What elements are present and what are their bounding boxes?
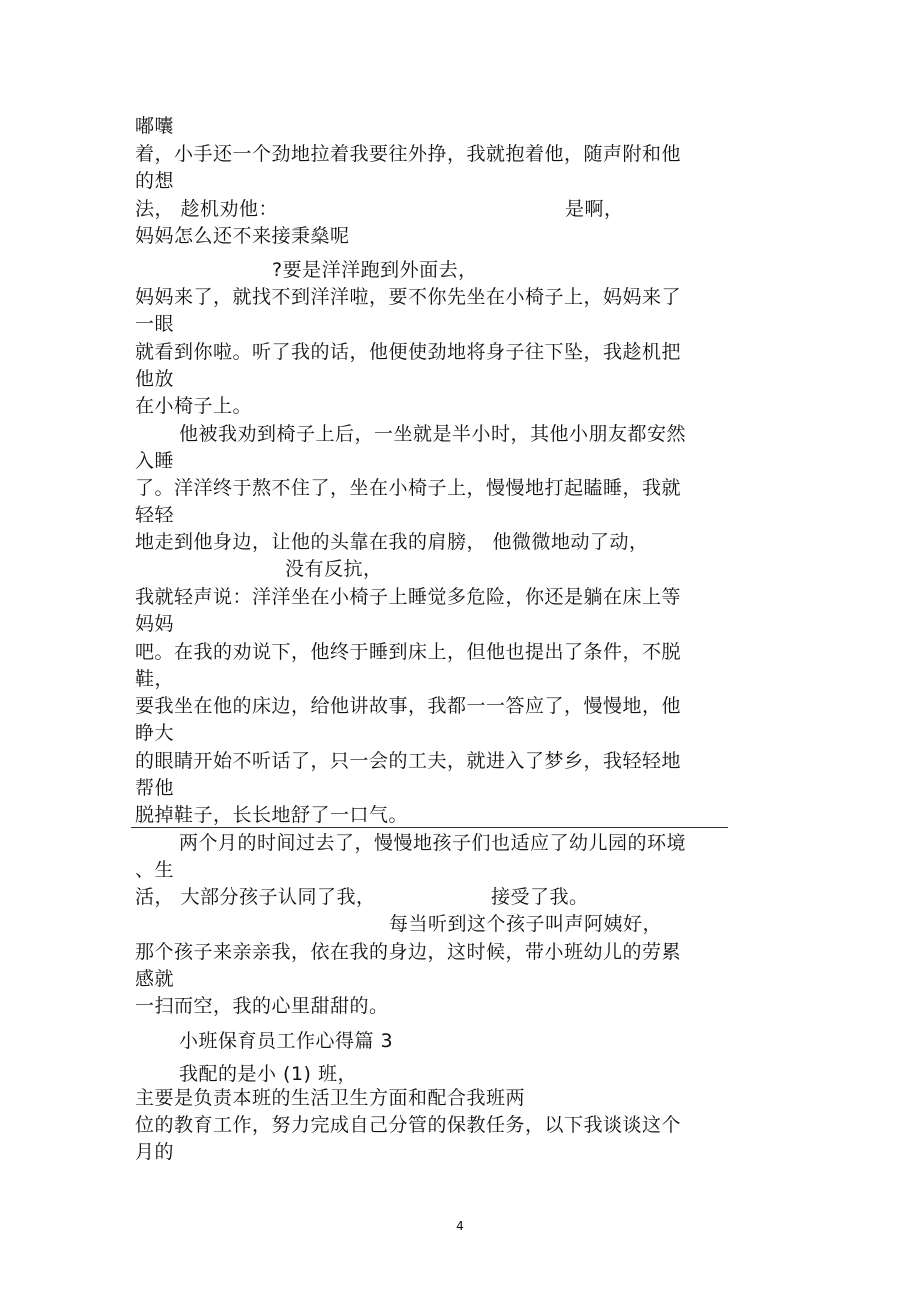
text-line: 我配的是小 (1) 班， bbox=[179, 1063, 357, 1085]
text-line: 妈妈 bbox=[135, 613, 175, 635]
text-line: 入睡 bbox=[135, 450, 175, 472]
text-line: 脱掉鞋子，长长地舒了一口气。 bbox=[135, 804, 409, 826]
text-line: 着，小手还一个劲地拉着我要往外挣，我就抱着他，随声附和他 bbox=[135, 143, 682, 165]
text-line: 帮他 bbox=[135, 777, 175, 799]
text-line: 是啊， bbox=[565, 198, 624, 220]
text-line: 那个孩子来亲亲我，依在我的身边，这时候，带小班幼儿的劳累 bbox=[135, 941, 682, 963]
text-line: 睁大 bbox=[135, 722, 175, 744]
text-line: 他放 bbox=[135, 368, 175, 390]
page-number: 4 bbox=[456, 1219, 464, 1233]
text-line: 、生 bbox=[135, 859, 175, 881]
text-line: 他被我劝到椅子上后，一坐就是半小时，其他小朋友都安然 bbox=[179, 423, 687, 445]
text-line: 活， 大部分孩子认同了我， bbox=[135, 886, 376, 908]
section-divider bbox=[131, 827, 728, 828]
text-line: 没有反抗， bbox=[285, 558, 383, 580]
text-line: 轻轻 bbox=[135, 504, 175, 526]
text-line: 嘟囔 bbox=[135, 115, 175, 137]
text-line: 感就 bbox=[135, 968, 175, 990]
text-line: 我就轻声说：洋洋坐在小椅子上睡觉多危险，你还是躺在床上等 bbox=[135, 586, 682, 608]
text-line: 法， 趁机劝他： bbox=[135, 198, 279, 220]
text-line: 地走到他身边，让他的头靠在我的肩膀， 他微微地动了动， bbox=[135, 531, 649, 553]
text-line: 鞋， bbox=[135, 668, 175, 690]
section-heading: 小班保育员工作心得篇 3 bbox=[179, 1030, 394, 1052]
text-line: ?要是洋洋跑到外面去， bbox=[272, 259, 478, 281]
text-line: 一眼 bbox=[135, 313, 175, 335]
text-line: 月的 bbox=[135, 1141, 175, 1163]
text-line: 一扫而空，我的心里甜甜的。 bbox=[135, 995, 389, 1017]
text-line: 的想 bbox=[135, 170, 175, 192]
text-line: 每当听到这个孩子叫声阿姨好， bbox=[389, 913, 663, 935]
text-line: 接受了我。 bbox=[491, 886, 589, 908]
text-line: 要我坐在他的床边，给他讲故事，我都一一答应了，慢慢地，他 bbox=[135, 695, 682, 717]
text-line: 就看到你啦。听了我的话，他便使劲地将身子往下坠，我趁机把 bbox=[135, 341, 682, 363]
text-line: 的眼睛开始不听话了，只一会的工夫，就进入了梦乡，我轻轻地 bbox=[135, 750, 682, 772]
text-line: 在小椅子上。 bbox=[135, 395, 253, 417]
text-line: 吧。在我的劝说下，他终于睡到床上，但他也提出了条件，不脱 bbox=[135, 641, 682, 663]
text-line: 妈妈怎么还不来接秉燊呢 bbox=[135, 225, 350, 247]
text-line: 两个月的时间过去了，慢慢地孩子们也适应了幼儿园的环境 bbox=[179, 832, 687, 854]
text-line: 了。洋洋终于熬不住了，坐在小椅子上，慢慢地打起瞌睡，我就 bbox=[135, 477, 682, 499]
text-line: 主要是负责本班的生活卫生方面和配合我班两 bbox=[135, 1087, 526, 1109]
text-line: 妈妈来了，就找不到洋洋啦，要不你先坐在小椅子上，妈妈来了 bbox=[135, 286, 682, 308]
text-line: 位的教育工作，努力完成自己分管的保教任务，以下我谈谈这个 bbox=[135, 1114, 682, 1136]
